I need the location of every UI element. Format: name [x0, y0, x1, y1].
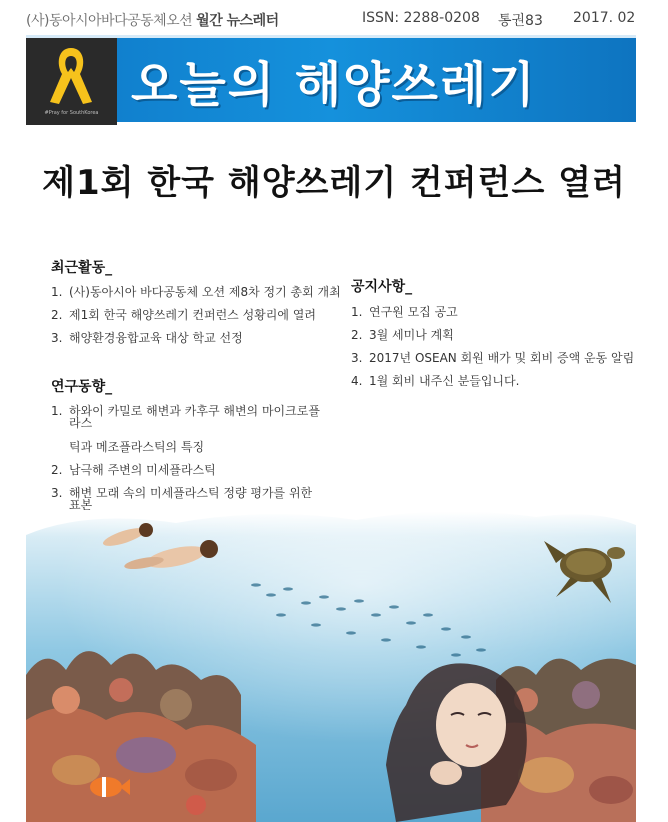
list-item[interactable]: 2. 3월 세미나 계획 [351, 328, 454, 342]
volume: 통권83 [498, 13, 543, 29]
newsletter-label: 월간 뉴스레터 [196, 13, 279, 29]
list-item[interactable]: 2. 남극해 주변의 미세플라스틱 [51, 463, 216, 477]
banner [26, 35, 636, 122]
list-item[interactable]: 3. 2017년 OSEAN 회원 배가 및 회비 증액 운동 알림 [351, 351, 635, 365]
list-item[interactable]: 3. 해양환경융합교육 대상 학교 선정 [51, 331, 243, 345]
list-item[interactable]: 1. 연구원 모집 공고 [351, 305, 458, 319]
recent-activities-title: 최근활동_ [51, 260, 113, 276]
issue-date: 2017. 02 [573, 10, 636, 26]
org-name: (사)동아시아바다공동체오션 월간 뉴스레터 [26, 13, 279, 29]
ocean-illustration [26, 505, 636, 822]
yellow-ribbon-icon [48, 44, 94, 106]
recent-activities-list [51, 286, 341, 344]
list-item[interactable]: 1. 하와이 카밀로 해변과 카후쿠 해변의 마이크로플라스 틱과 메조플라스틱의 특징 [51, 404, 320, 454]
notices-list [351, 306, 641, 387]
list-item[interactable]: 4. 1월 회비 내주신 분들입니다. [351, 374, 520, 388]
ribbon-caption: #Pray for SouthKorea [44, 110, 99, 116]
coral-reef-left [26, 651, 256, 822]
headline: 제1회 한국 해양쓰레기 컨퍼런스 열려 [42, 163, 626, 203]
yellow-ribbon-logo [26, 38, 117, 125]
issn: ISSN: 2288-0208 [362, 10, 480, 26]
notices-title: 공지사항_ [351, 279, 413, 295]
list-item[interactable]: 1. (사)동아시아 바다공동체 오션 제8차 정기 총회 개최 [51, 285, 341, 299]
list-item[interactable]: 3. 해변 모래 속의 미세플라스틱 정량 평가를 위한 [51, 486, 313, 500]
banner-title: 오늘의 해양쓰레기 [131, 57, 537, 113]
masthead [26, 8, 642, 30]
list-item[interactable]: 2. 제1회 한국 해양쓰레기 컨퍼런스 성황리에 열려 [51, 308, 316, 322]
research-trends-title: 연구동향_ [51, 379, 113, 395]
